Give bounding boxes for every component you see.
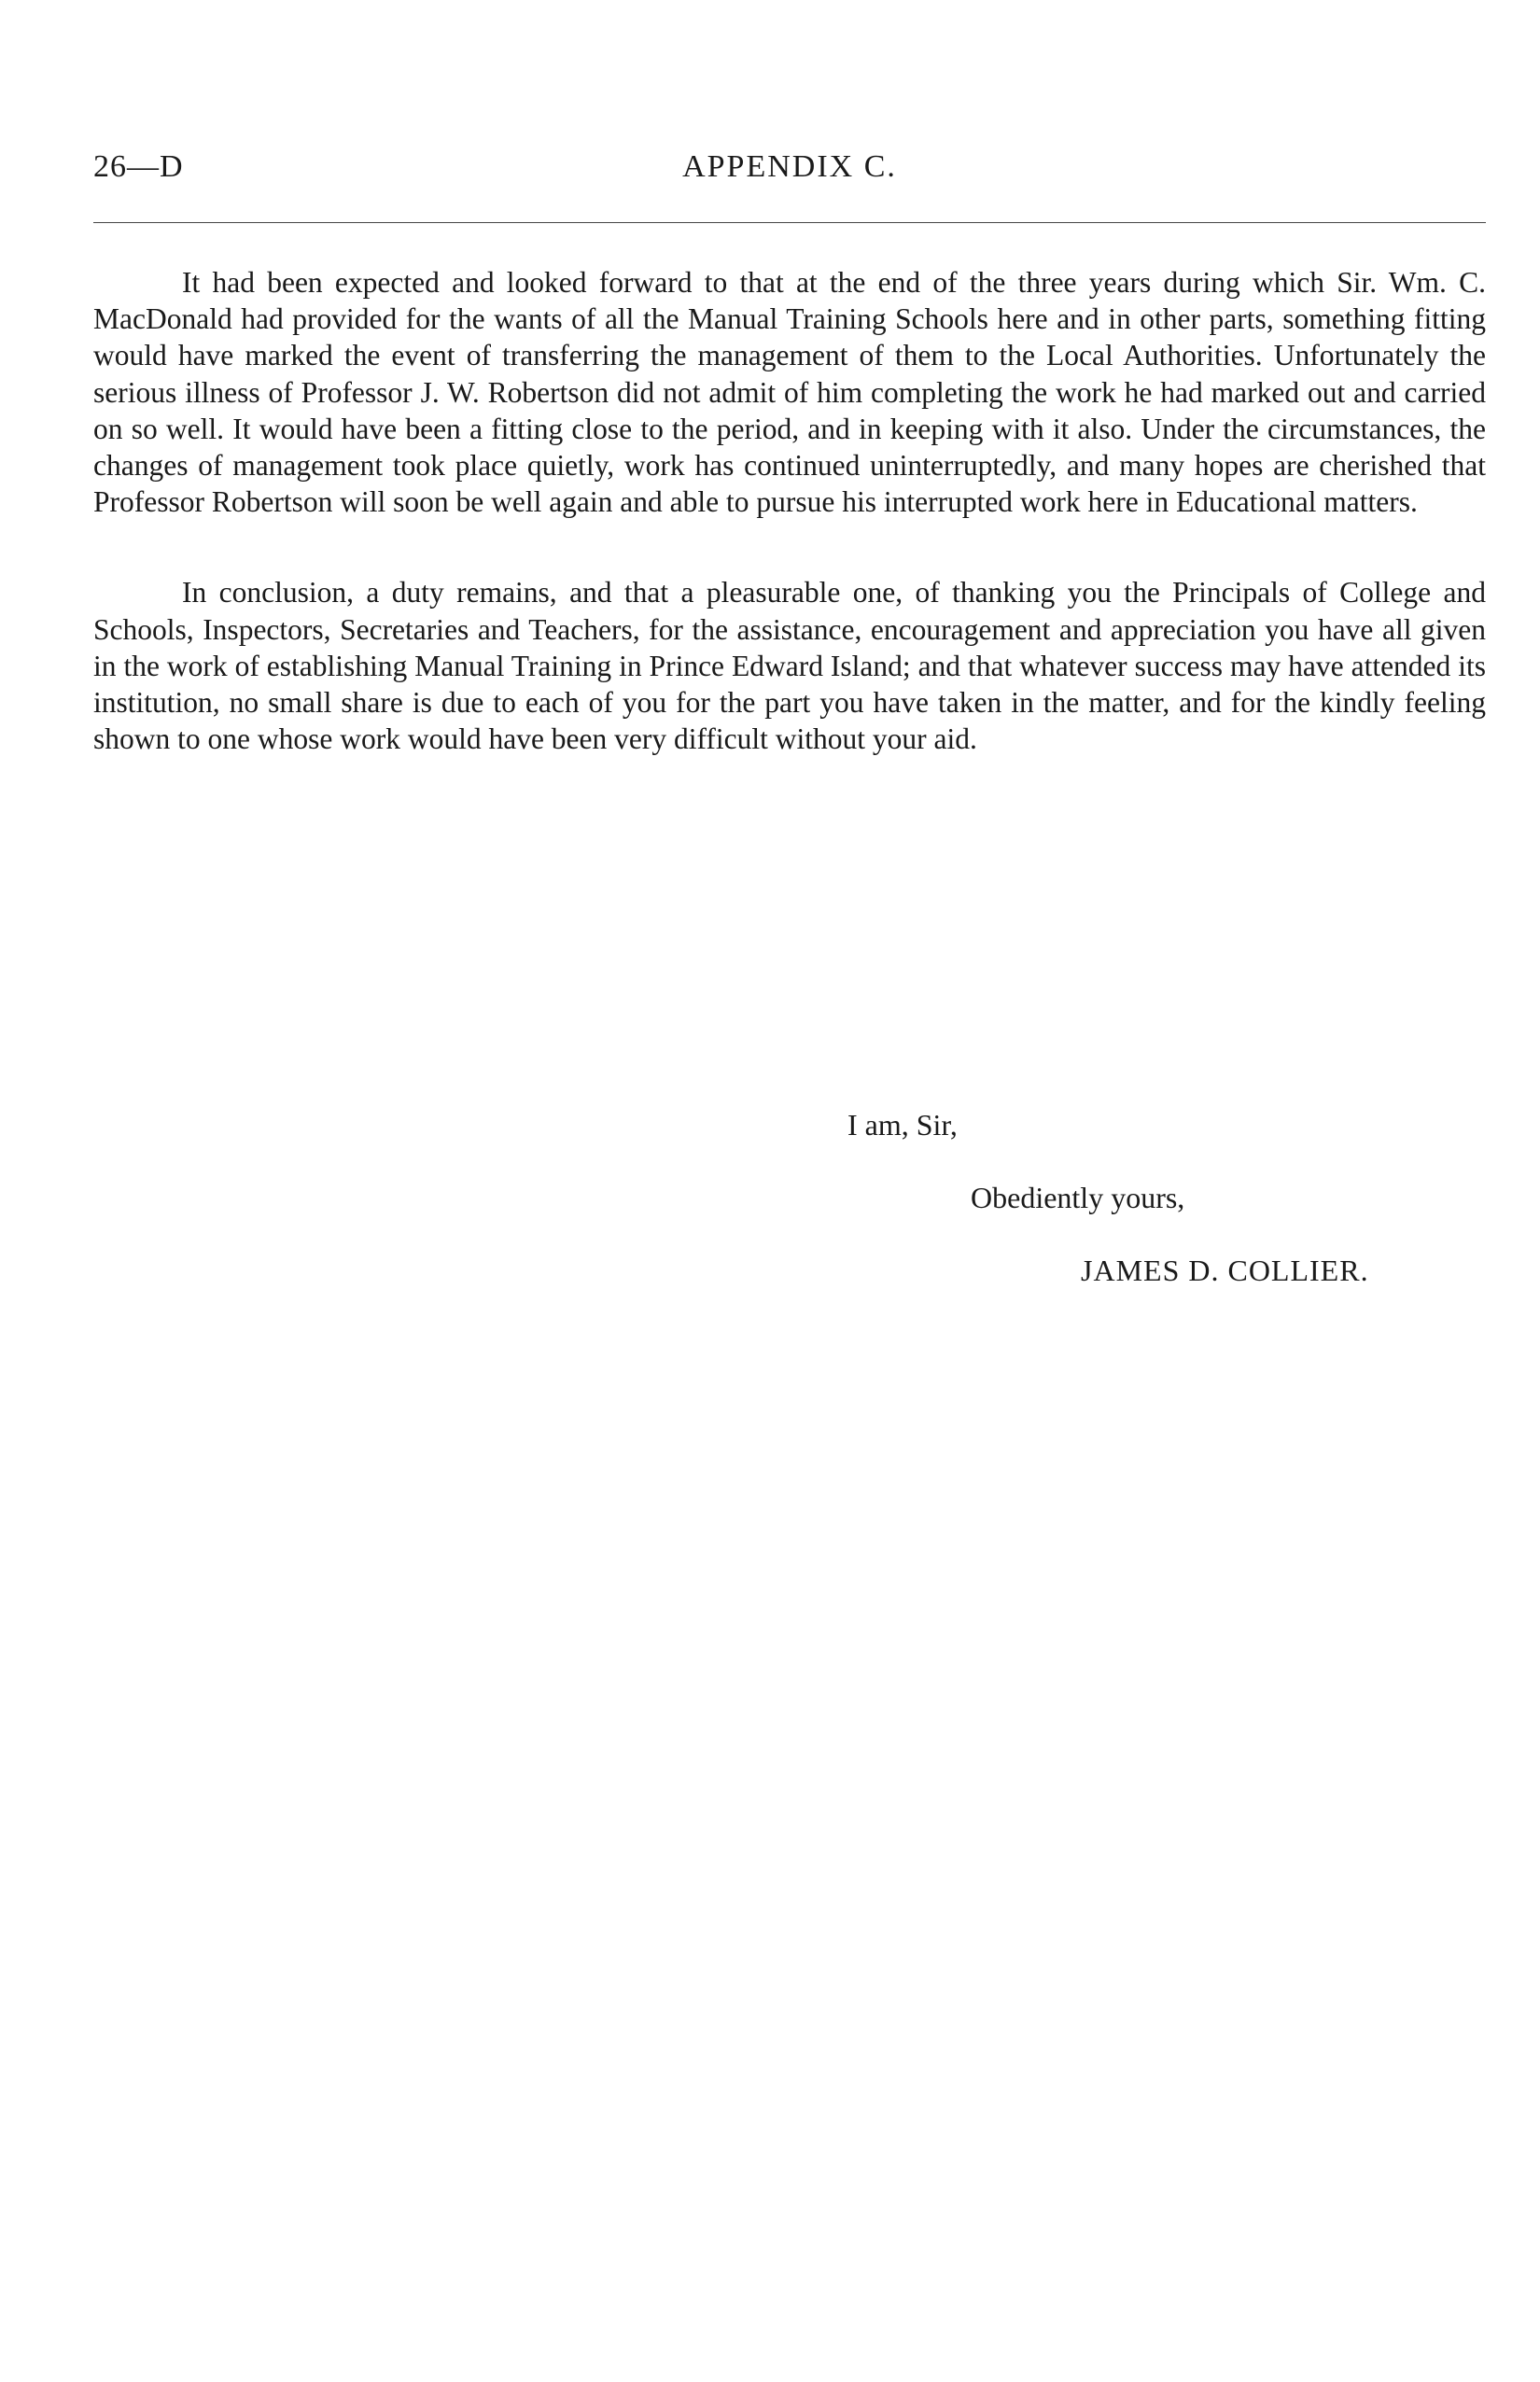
closing-salutation: I am, Sir, <box>847 1108 958 1142</box>
letter-body <box>93 264 1486 757</box>
body-paragraph-2: In conclusion, a duty remains, and that a pleasurable one, of thanking you the Principals of College and Schools, Inspectors, Secretaries and Teachers, for the assistance, encouragement and appreciation you have all given in the work of establishing Manual Training in Prince Edward Island; and that whatever success may have attended its institution, no small share is due to each of you for the part you have taken in the matter, and for the kindly feeling shown to one whose work would have been very difficult without your aid. <box>93 576 1486 756</box>
page-number: 26—D <box>93 149 184 184</box>
closing-complimentary: Obediently yours, <box>971 1181 1185 1214</box>
page-header <box>93 149 1486 205</box>
running-title: APPENDIX C. <box>682 149 897 184</box>
signature-name: JAMES D. COLLIER. <box>1081 1254 1369 1287</box>
header-rule <box>93 222 1486 223</box>
body-paragraph-1: It had been expected and looked forward to that at the end of the three years during which Sir. Wm. C. MacDonald had provided for the wants of all the Manual Training Schools here and in other parts, something fitting would have marked the event of transferring the management of them to the Local Authorities. Unfortunately the serious illness of Professor J. W. Robertson did not admit of him completing the work he had marked out and carried on so well. It would have been a fitting close to the period, and in keeping with it also. Under the circumstances, the changes of management took place quietly, work has continued uninterruptedly, and many hopes are cherished that Professor Robertson will soon be well again and able to pursue his interrupted work here in Educational matters. <box>93 266 1486 519</box>
